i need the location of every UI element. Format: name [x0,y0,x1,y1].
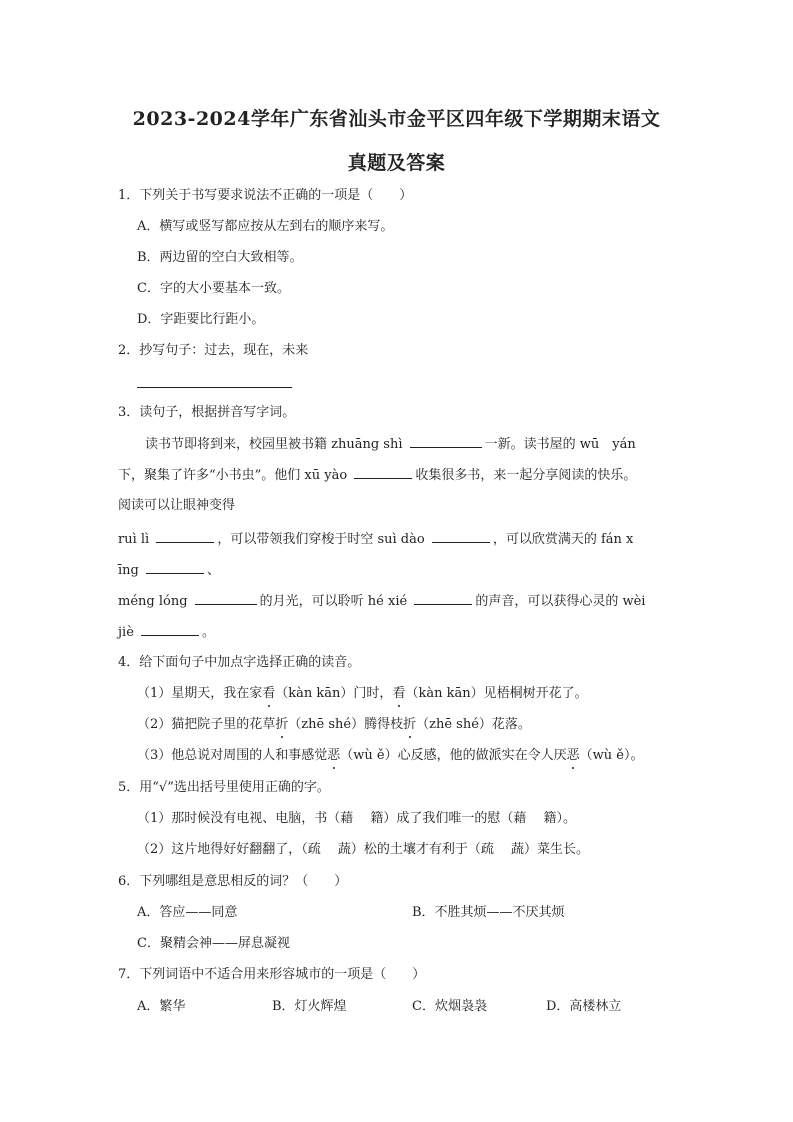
q3-text-5b: 、 [207,563,221,578]
q1-option-a: A．横写或竖写都应按从左到右的顺序来写。 [137,219,394,234]
q4-sentence-3 [137,747,643,765]
q3-paragraph-line4 [118,530,633,549]
q2-stem: 2．抄写句子：过去，现在，未来 [118,343,309,358]
q3-blank-fanxing [146,561,204,574]
q4-sentence-2 [137,716,531,734]
q3-text-6a: méng lóng [118,594,188,609]
q7-option-b: B．灯火辉煌 [272,999,347,1014]
q2-answer-line [137,387,292,388]
q4-sentence-1 [137,685,588,703]
q4-s3-text-e: （wù ě）。 [579,748,644,763]
q1-option-c: C．字的大小要基本一致。 [137,281,290,296]
q3-text-6b: 的月光，可以聆听 hé xié [259,594,408,609]
q3-paragraph-line3: 阅读可以让眼神变得 [118,498,236,513]
q4-s1-dotted-char-1: 看 [262,686,276,701]
q3-blank-hexie [414,592,472,605]
q3-text-4a: ruì lì [118,532,150,547]
q4-s1-dotted-char-2: 看 [392,686,406,701]
q3-blank-weijie [141,623,199,636]
q3-text-4b: ，可以带领我们穿梭于时空 suì dào [217,532,425,547]
document-title-line2: 真题及答案 [347,152,446,174]
q4-s3-text-c: （wù ě）心反感，他的做派实在令人厌 [340,748,567,763]
q4-s1-text-e: （kàn kān）见梧桐树开花了。 [405,686,588,701]
q4-s3-dotted-char-2: 恶 [566,748,580,763]
q4-s2-text-c: （zhē shé）腾得枝 [288,717,404,732]
q6-option-b: B．不胜其烦——不厌其烦 [412,905,565,920]
q3-paragraph-line6 [118,592,645,611]
q6-option-c: C．聚精会神——屏息凝视 [137,936,290,951]
q4-stem: 4．给下面句子中加点字选择正确的读音。 [118,655,361,670]
q4-s2-dotted-char-2: 折 [403,717,417,732]
q3-text-5a: īng [118,563,139,578]
q3-text-2b: 收集很多书，来一起分享阅读的快乐。 [415,468,637,483]
q4-s3-text-a: （3）他总说对周围的人和事感觉 [137,748,328,763]
q3-text-7a: jiè [118,625,134,640]
q3-paragraph-line1 [145,435,636,454]
q5-sentence-1: （1）那时候没有电视、电脑，书（藉 籍）成了我们唯一的慰（藉 籍）。 [137,811,577,826]
q6-stem: 6．下列哪组是意思相反的词？（ ） [118,874,348,889]
q3-blank-ruili [156,530,214,543]
q7-stem: 7．下列词语中不适合用来形容城市的一项是（ ） [118,967,426,982]
q1-option-b: B．两边留的空白大致相等。 [137,250,303,265]
q3-text-1a: 读书节即将到来，校园里被书籍 zhuāng shì [145,437,403,452]
q1-option-d: D．字距要比行距小。 [137,312,265,327]
q6-option-a: A．答应——同意 [137,905,238,920]
q7-option-c: C．炊烟袅袅 [412,999,487,1014]
q4-s2-text-a: （2）猫把院子里的花草 [137,717,276,732]
q4-s3-dotted-char-1: 恶 [327,748,341,763]
q3-paragraph-line5 [118,561,220,580]
q3-text-1b: 一新。读书屋的 wū yán [484,437,636,452]
q3-text-4c: ，可以欣赏满天的 fán x [492,532,634,547]
q3-paragraph-line2 [118,466,636,485]
q1-stem: 1．下列关于书写要求说法不正确的一项是（ ） [118,188,413,203]
q3-stem: 3．读句子，根据拼音写字词。 [118,405,296,420]
q3-text-2a: 下，聚集了许多“小书虫”。他们 xū yào [118,468,348,483]
q3-paragraph-line7 [118,623,215,642]
q4-s2-dotted-char-1: 折 [275,717,289,732]
q4-s1-text-c: （kàn kān）门时， [275,686,393,701]
q3-text-6c: 的声音，可以获得心灵的 wèi [475,594,646,609]
q3-blank-zhuangshi [410,435,482,448]
document-title-line1: 2023-2024学年广东省汕头市金平区四年级下学期期末语文 [132,108,661,130]
q7-option-a: A．繁华 [137,999,186,1014]
q3-blank-suidao [432,530,490,543]
q4-s2-text-e: （zhē shé）花落。 [416,717,531,732]
q3-text-7b: 。 [202,625,216,640]
q5-stem: 5．用“√”选出括号里使用正确的字。 [118,780,330,795]
q3-blank-menglong [195,592,257,605]
q5-sentence-2: （2）这片地得好好翻翻了，（疏 蔬）松的土壤才有利于（疏 蔬）菜生长。 [137,842,590,857]
q4-s1-text-a: （1）星期天，我在家 [137,686,263,701]
q7-option-d: D．高楼林立 [546,999,622,1014]
q3-blank-xuyao [354,466,412,479]
